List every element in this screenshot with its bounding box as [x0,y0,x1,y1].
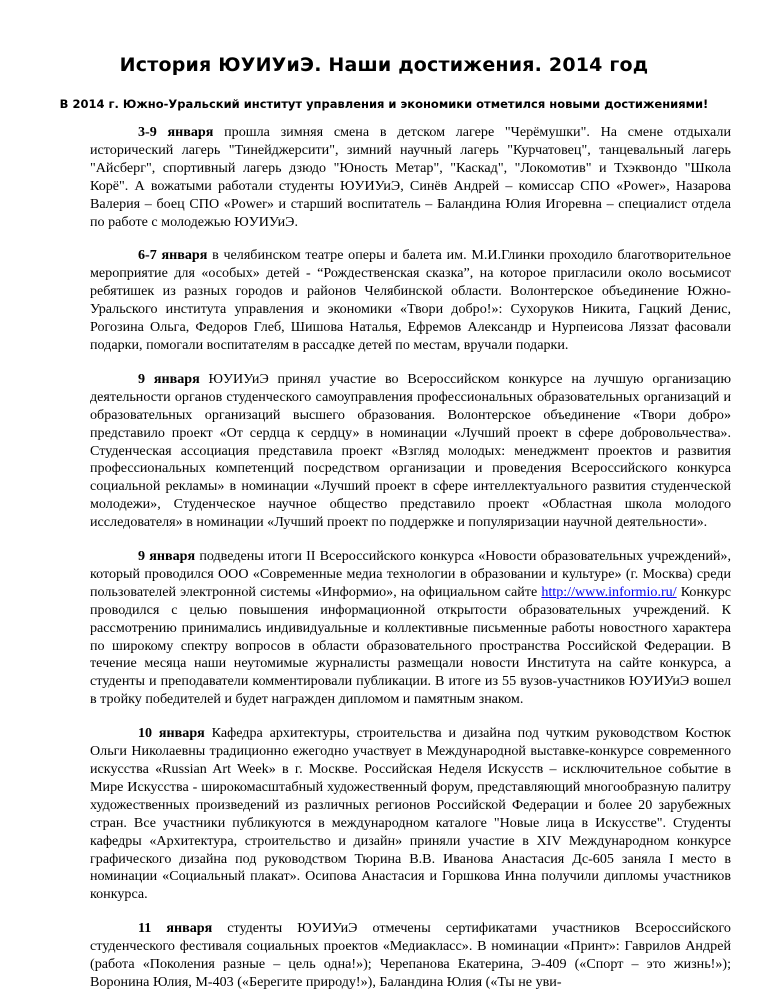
page-title: История ЮУИУиЭ. Наши достижения. 2014 год [119,54,649,76]
paragraph-jan-6-7 [90,247,731,354]
paragraph-date: 10 января [138,725,205,742]
paragraph-date: 9 января [138,548,196,565]
paragraph-jan-9-news [90,548,731,709]
paragraph-text: Конкурс проводился с целью повышения информационной открытости образовательных учреждений. К рассмотрению принимались индивидуальные и коллективные письменные работы новостного характера по широкому спектру вопросов в области образовательного пространства Российской Федерации. В течение месяца наши неутомимые журналисты размещали новости Института на сайте конкурса, а студенты и преподаватели комментировали публикации. В итоге из 55 вузов-участников ЮУИУиЭ вошел в тройку победителей и будет награжден дипломом и памятным знаком. [90,583,732,708]
paragraph-jan-9-contest [90,371,731,532]
paragraph-date: 11 января [138,920,213,937]
document-body [90,124,731,1008]
paragraph-jan-11 [90,920,731,992]
informio-link[interactable]: http://www.informio.ru/ [541,583,677,600]
paragraph-text: ЮУИУиЭ принял участие во Всероссийском конкурсе на лучшую организацию деятельности органов студенческого самоуправления профессиональных образовательных организаций и образовательных организаций высшего образования. Волонтерское объединение «Твори добро» представило проект «От сердца к сердцу» в номинации «Лучший проект в сфере добровольчества». Студенческая ассоциация представила проект «Взгляд молодых: менеджмент проектов и развития профессиональных компетенций посредством организации и проведения Всероссийского конкурса социальной рекламы» в номинации «Лучший проект в сфере интеллектуального развития студенческой молодежи», Студенческое научное общество представило проект «Областная школа молодого исследователя» в номинации «Лучший проект по поддержке и популяризации научной деятельности». [90,370,731,531]
paragraph-jan-3-9 [90,124,731,231]
paragraph-jan-10 [90,725,731,904]
paragraph-text: Кафедра архитектуры, строительства и дизайна под чутким руководством Костюк Ольги Николаевны традиционно ежегодно участвует в Международной выставке-конкурсе современного искусства «Russian Art Week» в г. Москве. Российская Неделя Искусств – исключительное событие в Мире Искусства - широкомасштабный художественный форум, представляющий многообразную палитру художественных произведений из различных регионов Российской Федерации и более 20 зарубежных стран. Все участники публикуются в международном каталоге "Новые лица в Искусстве". Студенты кафедры «Архитектура, строительство и дизайн» приняли участие в XIV Международном конкурсе графического дизайна под руководством Тюрина В.В. Иванова Анастасия Дс-605 заняла I место в номинации «Социальный плакат». Осипова Анастасия и Горшкова Инна получили дипломы участников конкурса. [90,725,732,903]
paragraph-text: студенты ЮУИУиЭ отмечены сертификатами участников Всероссийского студенческого фестиваля социальных проектов «Медиакласс». В номинации «Принт»: Гаврилов Андрей (работа «Поколения разные – цель одна!»); Черепанова Екатерина, Э-409 («Спорт – это жизнь!»); Воронина Юлия, М-403 («Берегите природу!»), Баландина Юлия («Ты не уви- [90,920,731,990]
paragraph-text: в челябинском театре оперы и балета им. М.И.Глинки проходило благотворительное мероприятие для «особых» детей - “Рождественская сказка”, на которое пригласили около восьмисот ребятишек из разных городов и районов Челябинской области. Волонтерское объединение Южно-Уральского института управления и экономики «Твори добро!»: Сухоруков Никита, Гацкий Денис, Рогозина Ольга, Федоров Глеб, Шишова Наталья, Ефремов Александр и Нурпеисова Ляззат фасовали подарки, помогали воспитателям в рассадке детей по местам, вручали подарки. [90,247,731,353]
page-subtitle: В 2014 г. Южно-Уральский институт управления и экономики отметился новыми достижениями! [59,97,709,111]
paragraph-date: 6-7 января [138,247,208,264]
paragraph-text: подведены итоги II Всероссийского конкурса «Новости образовательных учреждений», который проводился ООО «Современные медиа технологии в образовании и культуре» (г. Москва) среди пользователей электронной системы «Информио», на официальном сайте [90,548,731,600]
paragraph-date: 9 января [138,370,200,387]
paragraph-text: прошла зимняя смена в детском лагере "Черёмушки". На смене отдыхали исторический лагерь "Тинейджерсити", зимний научный лагерь "Курчатовец", танцевальный лагерь "Айсберг", спортивный лагерь дзюдо "Юность Метар", "Каскад", "Локомотив" и Тхэквондо "Школа Корё". А вожатыми работали студенты ЮУИУиЭ, Синёв Андрей – комиссар СПО «Power», Назарова Валерия – боец СПО «Power» и старший воспитатель – Баландина Юлия Игоревна – специалист отдела по работе с молодежью ЮУИУиЭ. [90,124,731,230]
paragraph-date: 3-9 января [138,124,214,140]
